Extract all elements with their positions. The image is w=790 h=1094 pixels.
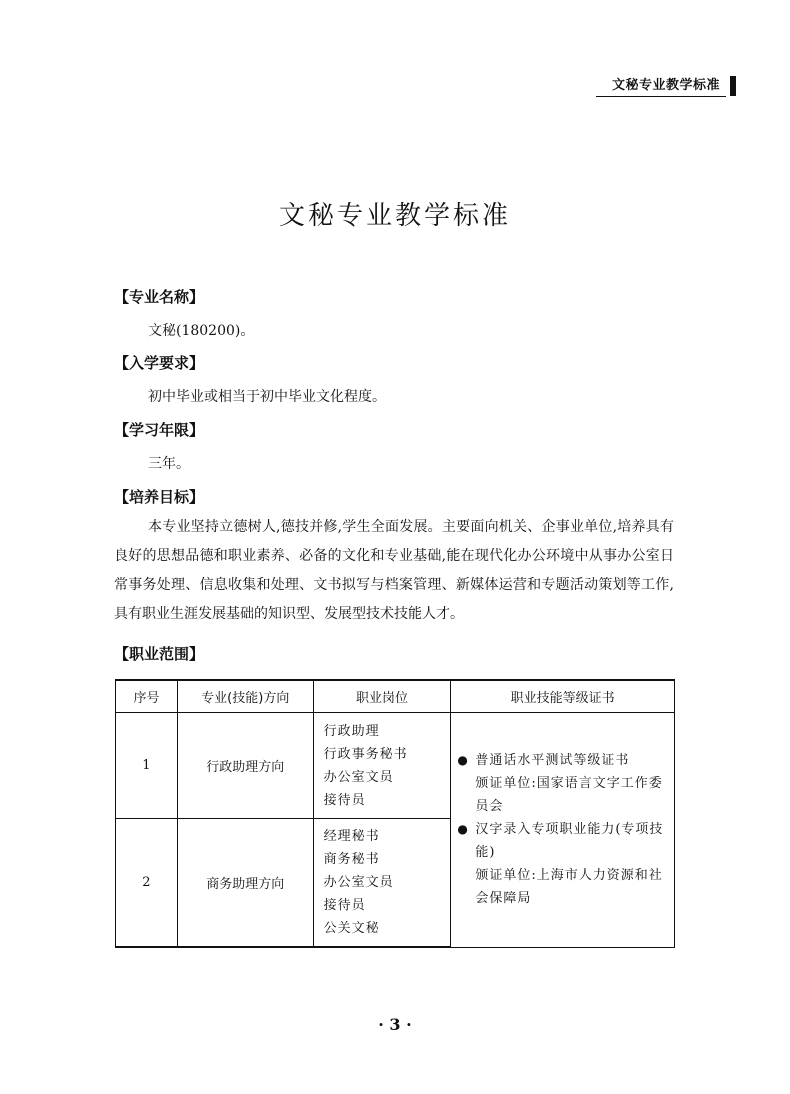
certificates-cell xyxy=(451,713,675,948)
certificate-name: 汉字录入专项职业能力(专项技能) xyxy=(475,822,664,861)
post-item: 商务秘书 xyxy=(323,852,380,867)
certificate-issuer: 颁证单位:国家语言文字工作委员会 xyxy=(475,776,663,815)
certificate-name: 普通话水平测试等级证书 xyxy=(475,753,630,769)
entry-requirements-text: 初中毕业或相当于初中毕业文化程度。 xyxy=(148,389,386,405)
post-item: 接待员 xyxy=(323,792,366,808)
row-direction: 商务助理方向 xyxy=(177,819,313,948)
post-item: 接待员 xyxy=(323,898,366,913)
bullet-icon: ● xyxy=(457,753,469,768)
study-years-text: 三年。 xyxy=(148,456,190,472)
page-title: 文秘专业教学标准 xyxy=(278,201,511,231)
row-no: 2 xyxy=(116,819,178,948)
post-item: 办公室文员 xyxy=(323,875,394,890)
heading-major-name: 【专业名称】 xyxy=(114,288,205,306)
career-table xyxy=(115,679,675,948)
row-posts xyxy=(313,819,451,948)
row-posts xyxy=(313,713,451,819)
table-row xyxy=(116,713,675,819)
post-item: 办公室文员 xyxy=(323,769,394,785)
post-item: 公关文秘 xyxy=(323,921,380,936)
row-no: 1 xyxy=(116,713,178,819)
certificate-item xyxy=(457,749,668,818)
header-certificates: 职业技能等级证书 xyxy=(451,680,675,713)
running-header-text: 文秘专业教学标准 xyxy=(596,74,726,97)
post-item: 行政助理 xyxy=(323,723,380,739)
major-name-text: 文秘(180200)。 xyxy=(148,323,255,339)
post-item: 行政事务秘书 xyxy=(323,746,408,762)
header-no: 序号 xyxy=(116,680,178,713)
table-header-row xyxy=(116,680,675,713)
running-header xyxy=(596,74,736,97)
header-direction: 专业(技能)方向 xyxy=(177,680,313,713)
certificate-item xyxy=(457,818,668,910)
running-header-bar xyxy=(730,76,736,96)
bullet-icon: ● xyxy=(457,822,469,837)
heading-training-goal: 【培养目标】 xyxy=(114,488,205,506)
heading-career-scope: 【职业范围】 xyxy=(114,645,205,663)
header-posts: 职业岗位 xyxy=(313,680,451,713)
certificate-issuer: 颁证单位:上海市人力资源和社会保障局 xyxy=(475,868,663,907)
row-direction: 行政助理方向 xyxy=(177,713,313,819)
heading-study-years: 【学习年限】 xyxy=(114,421,205,439)
page-number: · 3 · xyxy=(378,1015,412,1034)
post-item: 经理秘书 xyxy=(323,829,380,844)
training-goal-text: 本专业坚持立德树人,德技并修,学生全面发展。主要面向机关、企事业单位,培养具有良好的思想品德和职业素养、必备的文化和专业基础,能在现代化办公环境中从事办公室日常事务处理、信息收集和处理、文书拟写与档案管理、新媒体运营和专题活动策划等工作,具有职业生涯发展基础的知识型、发展型技术技能人才。 xyxy=(114,519,674,622)
heading-entry-requirements: 【入学要求】 xyxy=(114,354,205,372)
